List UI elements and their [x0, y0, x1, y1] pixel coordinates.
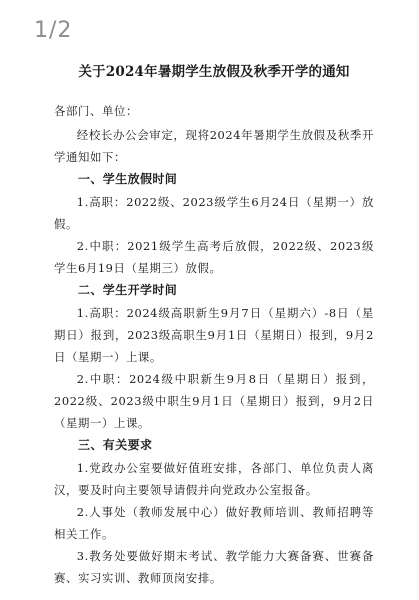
section-heading-vacation: 一、学生放假时间 [78, 172, 178, 186]
paragraph: 1.高职：2022级、2023级学生6月24日（星期一）放假。 [54, 195, 374, 231]
page-indicator: 1/2 [34, 18, 73, 43]
document-title: 关于2024年暑期学生放假及秋季开学的通知 [78, 64, 350, 80]
section-heading-school-start: 二、学生开学时间 [78, 283, 178, 297]
paragraph: 1.党政办公室要做好值班安排，各部门、单位负责人离汉，要及时向主要领导请假并向党政办公室报备。 [54, 461, 374, 497]
intro-paragraph: 经校长办公会审定，现将2024年暑期学生放假及秋季开学通知如下： [54, 128, 374, 164]
paragraph: 3.教务处要做好期末考试、教学能力大赛备赛、世赛备赛、实习实训、教师顶岗安排。 [54, 549, 374, 585]
paragraph: 2.中职：2024级中职新生9月8日（星期日）报到，2022级、2023级中职生9月1日（星期日）报到，9月2日（星期一）上课。 [54, 372, 374, 430]
section-heading-requirements: 三、有关要求 [78, 438, 153, 452]
paragraph: 2.中职：2021级学生高考后放假，2022级、2023级学生6月19日（星期三）放假。 [54, 239, 374, 275]
paragraph: 2.人事处（教师发展中心）做好教师培训、教师招聘等相关工作。 [54, 505, 374, 541]
document-body [54, 60, 374, 589]
paragraph: 1.高职：2024级高职新生9月7日（星期六）-8日（星期日）报到，2023级高职生9月1日（星期日）报到，9月2日（星期一）上课。 [54, 306, 374, 364]
salutation: 各部门、单位： [54, 104, 138, 118]
